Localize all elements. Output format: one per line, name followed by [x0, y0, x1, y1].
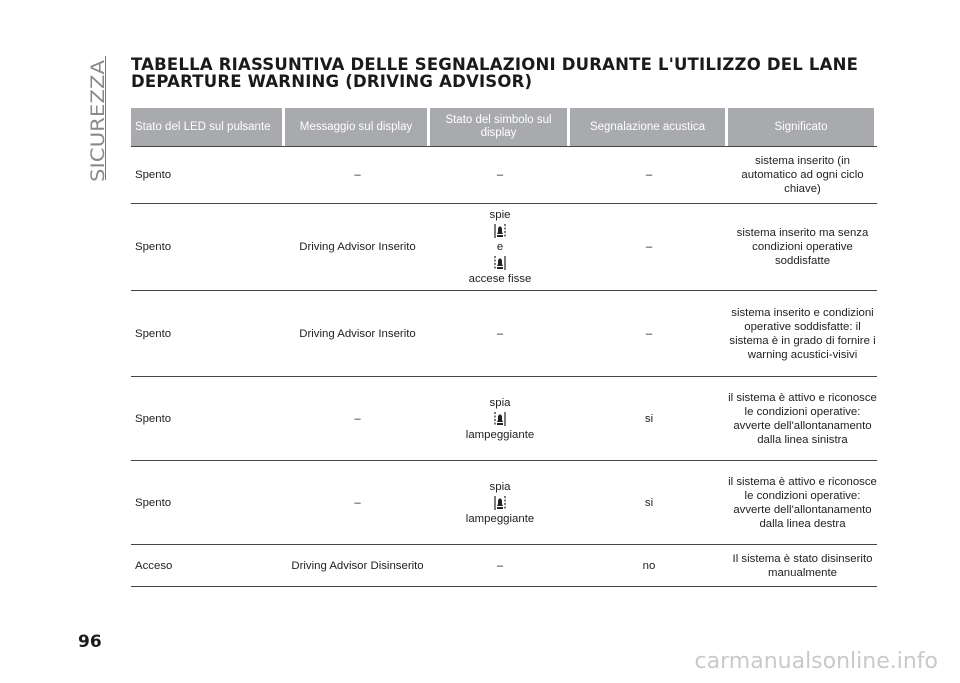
symbol-text-top: spia	[489, 480, 511, 493]
table-row	[131, 291, 877, 377]
symbol-text-bottom: lampeggiante	[465, 512, 535, 525]
cell-message: –	[354, 496, 361, 509]
page-title	[131, 56, 891, 90]
section-label-text: SICUREZZA	[87, 72, 109, 182]
symbol-text-middle: e	[496, 241, 504, 253]
title-line-1: TABELLA RIASSUNTIVA DELLE SEGNALAZIONI DURANTE L'UTILIZZO DEL LANE	[131, 55, 859, 74]
cell-symbol	[430, 291, 570, 376]
table-row	[131, 377, 877, 461]
cell-meaning: il sistema è attivo e riconosce le condizioni operative: avverte dell'allontanamento dalla linea sinistra	[728, 391, 877, 446]
cell-acoustic: –	[645, 327, 653, 340]
cell-message: Driving Advisor Disinserito	[291, 559, 424, 572]
cell-led: Spento	[135, 327, 172, 340]
table-row	[131, 545, 877, 587]
symbol-text: –	[496, 169, 504, 181]
symbol-text: –	[496, 559, 504, 572]
section-label	[84, 58, 110, 183]
cell-acoustic: –	[645, 241, 653, 253]
cell-meaning: sistema inserito ma senza condizioni operative soddisfatte	[736, 227, 869, 267]
cell-symbol	[430, 204, 570, 290]
cell-meaning: il sistema è attivo e riconosce le condizioni operative: avverte dell'allontanamento dalla linea destra	[728, 475, 877, 530]
section-divider	[105, 56, 106, 180]
header-led: Stato del LED sul pulsante	[131, 108, 282, 146]
cell-led: Spento	[135, 496, 172, 509]
table-row	[131, 461, 877, 545]
table-header	[131, 108, 877, 147]
page-number: 96	[78, 632, 102, 652]
cell-led: Spento	[135, 241, 172, 253]
cell-symbol	[430, 147, 570, 203]
cell-meaning: sistema inserito (in automatico ad ogni ciclo chiave)	[741, 155, 864, 195]
lane-right-icon	[494, 495, 506, 511]
title-line-2: DEPARTURE WARNING (DRIVING ADVISOR)	[131, 72, 533, 91]
cell-meaning: Il sistema è stato disinserito manualmente	[732, 552, 873, 579]
cell-led: Acceso	[135, 559, 173, 572]
cell-message: –	[354, 412, 361, 425]
cell-acoustic: si	[644, 412, 654, 425]
cell-led: Spento	[135, 169, 172, 181]
header-meaning: Significato	[728, 108, 874, 146]
cell-message: –	[354, 169, 361, 181]
cell-led: Spento	[135, 412, 172, 425]
cell-meaning: sistema inserito e condizioni operative soddisfatte: il sistema è in grado di fornire i warning acustici-visivi	[729, 306, 876, 361]
cell-message: Driving Advisor Inserito	[299, 241, 416, 253]
lane-left-icon	[494, 255, 506, 271]
table-row	[131, 147, 877, 204]
header-message: Messaggio sul display	[285, 108, 427, 146]
lane-right-icon	[494, 223, 506, 239]
table-row	[131, 204, 877, 291]
symbol-text-top: spia	[489, 396, 511, 409]
watermark: carmanualsonline.info	[694, 649, 938, 674]
lane-left-icon	[494, 411, 506, 427]
symbol-text-bottom: accese fisse	[468, 273, 532, 285]
signals-table	[131, 108, 877, 587]
symbol-text: –	[496, 327, 504, 340]
cell-acoustic: si	[644, 496, 654, 509]
symbol-text-bottom: lampeggiante	[465, 428, 535, 441]
cell-acoustic: –	[645, 169, 653, 181]
cell-acoustic: no	[642, 559, 656, 572]
header-symbol: Stato del simbolo sul display	[430, 108, 567, 146]
cell-symbol	[430, 377, 570, 460]
symbol-text-top: spie	[489, 209, 511, 221]
cell-symbol	[430, 545, 570, 586]
header-acoustic: Segnalazione acustica	[570, 108, 725, 146]
cell-message: Driving Advisor Inserito	[299, 327, 416, 340]
cell-symbol	[430, 461, 570, 544]
